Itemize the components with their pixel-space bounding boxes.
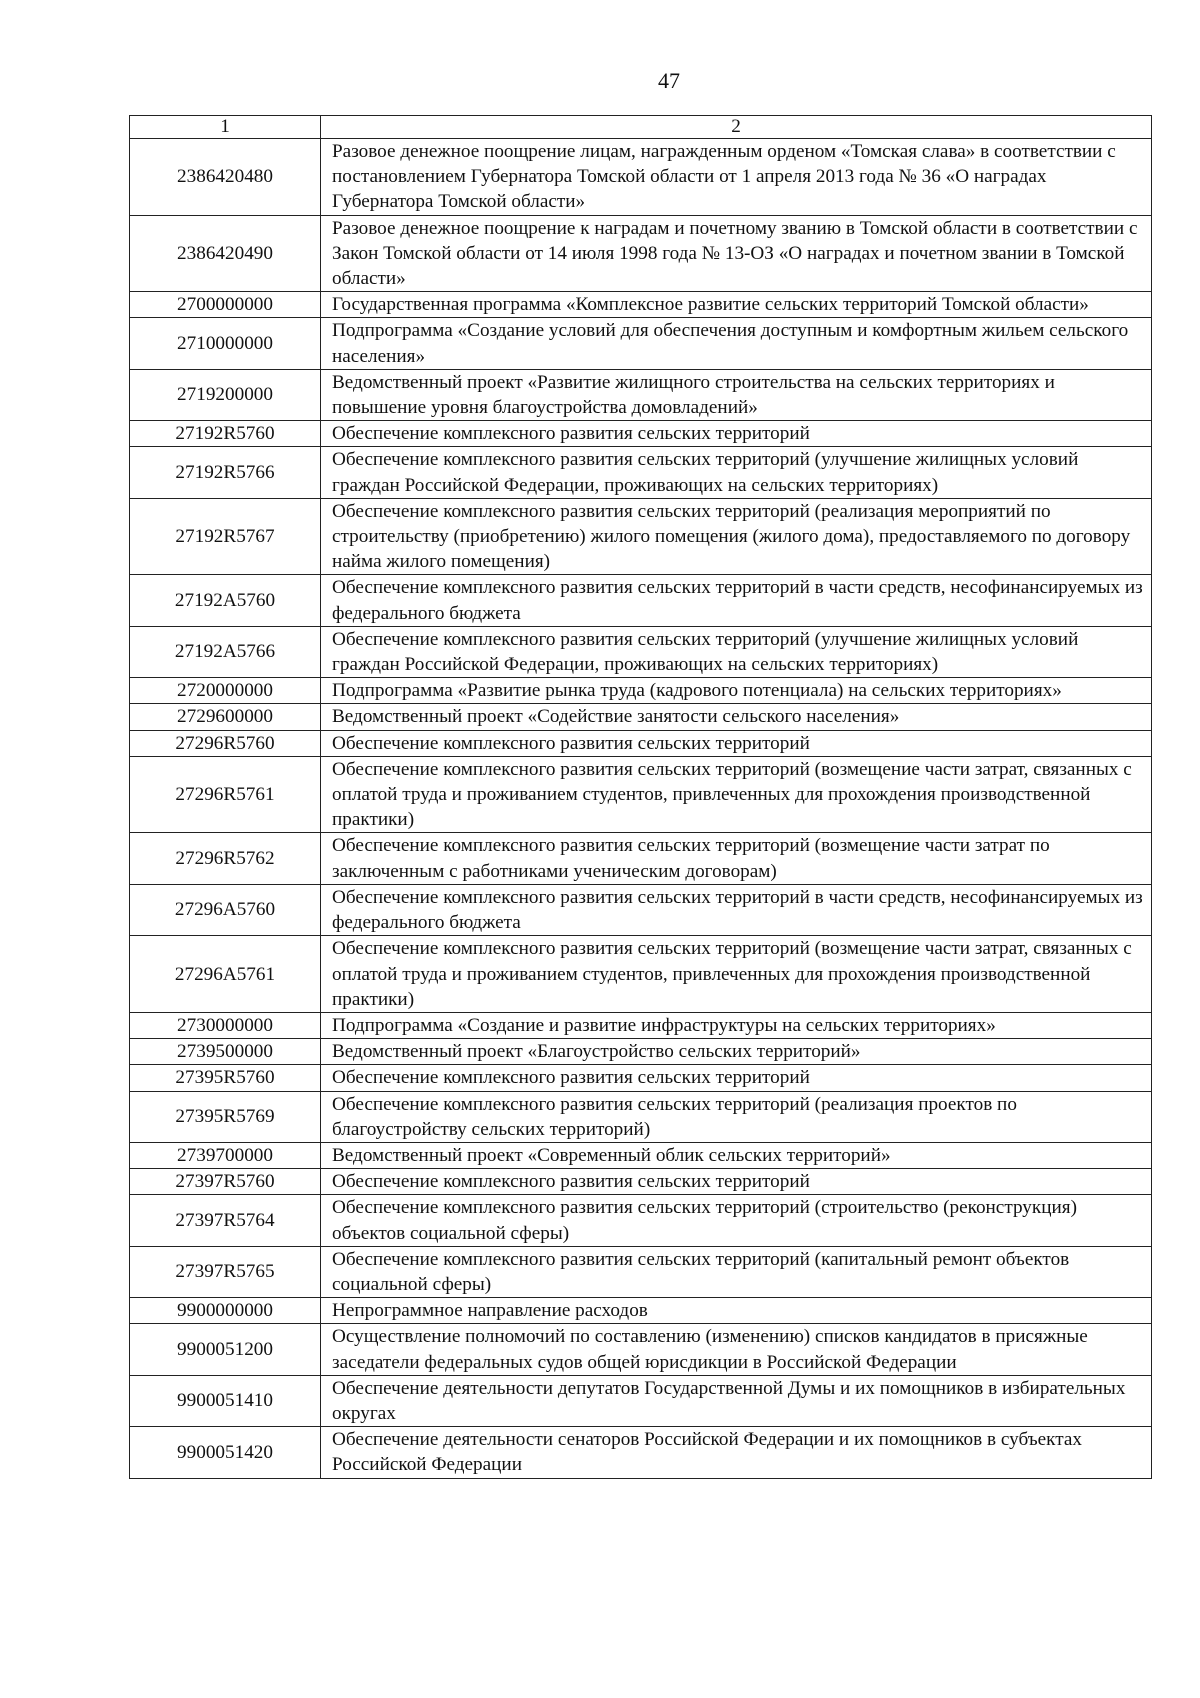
table-row — [130, 139, 1152, 216]
row-description: Обеспечение комплексного развития сельских территорий — [321, 1169, 1152, 1195]
row-description: Государственная программа «Комплексное развитие сельских территорий Томской области» — [321, 292, 1152, 318]
row-description: Обеспечение комплексного развития сельских территорий (реализация проектов по благоустройству сельских территорий) — [321, 1091, 1152, 1142]
row-code: 2729600000 — [130, 704, 321, 730]
table-header-row — [130, 116, 1152, 139]
table-row — [130, 1091, 1152, 1142]
row-description: Подпрограмма «Создание и развитие инфраструктуры на сельских территориях» — [321, 1012, 1152, 1038]
page-number: 47 — [658, 68, 680, 93]
row-code: 27192A5760 — [130, 575, 321, 626]
table-row — [130, 215, 1152, 292]
row-code: 2700000000 — [130, 292, 321, 318]
table-row — [130, 1039, 1152, 1065]
table-row — [130, 1065, 1152, 1091]
row-description: Ведомственный проект «Развитие жилищного строительства на сельских территориях и повышение уровня благоустройства домовладений» — [321, 369, 1152, 420]
row-code: 9900051200 — [130, 1324, 321, 1375]
table-row — [130, 292, 1152, 318]
table-row — [130, 1246, 1152, 1297]
row-description: Обеспечение комплексного развития сельских территорий — [321, 1065, 1152, 1091]
row-description: Обеспечение комплексного развития сельских территорий (возмещение части затрат по заключенным с работниками ученическим договорам) — [321, 833, 1152, 884]
row-description: Разовое денежное поощрение лицам, награжденным орденом «Томская слава» в соответствии с постановлением Губернатора Томской области от 1 апреля 2013 года № 36 «О наградах Губернатора Томской области» — [321, 139, 1152, 216]
table-row — [130, 626, 1152, 677]
table-row — [130, 1427, 1152, 1478]
table-row — [130, 1195, 1152, 1246]
row-description: Ведомственный проект «Содействие занятости сельского населения» — [321, 704, 1152, 730]
row-description: Обеспечение комплексного развития сельских территорий — [321, 421, 1152, 447]
row-description: Обеспечение комплексного развития сельских территорий в части средств, несофинансируемых из федерального бюджета — [321, 884, 1152, 935]
row-code: 27296R5762 — [130, 833, 321, 884]
row-code: 27395R5769 — [130, 1091, 321, 1142]
table-row — [130, 884, 1152, 935]
table-body — [130, 139, 1152, 1479]
row-description: Ведомственный проект «Современный облик сельских территорий» — [321, 1142, 1152, 1168]
row-description: Обеспечение комплексного развития сельских территорий (возмещение части затрат, связанных с оплатой труда и проживанием студентов, привлеченных для прохождения производственной практики) — [321, 756, 1152, 833]
row-description: Обеспечение комплексного развития сельских территорий в части средств, несофинансируемых из федерального бюджета — [321, 575, 1152, 626]
row-description: Обеспечение комплексного развития сельских территорий (улучшение жилищных условий граждан Российской Федерации, проживающих на сельских территориях) — [321, 447, 1152, 498]
table-row — [130, 498, 1152, 575]
row-code: 2730000000 — [130, 1012, 321, 1038]
row-code: 2386420490 — [130, 215, 321, 292]
row-code: 9900051420 — [130, 1427, 321, 1478]
row-description: Непрограммное направление расходов — [321, 1298, 1152, 1324]
budget-classification-table — [129, 115, 1152, 1479]
row-code: 2720000000 — [130, 678, 321, 704]
column-header-description: 2 — [321, 116, 1152, 139]
row-description: Подпрограмма «Развитие рынка труда (кадрового потенциала) на сельских территориях» — [321, 678, 1152, 704]
row-description: Обеспечение комплексного развития сельских территорий (улучшение жилищных условий граждан Российской Федерации, проживающих на сельских территориях) — [321, 626, 1152, 677]
table-row — [130, 318, 1152, 369]
row-description: Обеспечение комплексного развития сельских территорий (реализация мероприятий по строительству (приобретению) жилого помещения (жилого дома), предоставляемого по договору найма жилого помещения) — [321, 498, 1152, 575]
table-row — [130, 1298, 1152, 1324]
row-code: 27192R5767 — [130, 498, 321, 575]
row-description: Обеспечение комплексного развития сельских территорий (строительство (реконструкция) объектов социальной сферы) — [321, 1195, 1152, 1246]
row-code: 27397R5760 — [130, 1169, 321, 1195]
row-description: Обеспечение деятельности сенаторов Российской Федерации и их помощников в субъектах Российской Федерации — [321, 1427, 1152, 1478]
column-header-code: 1 — [130, 116, 321, 139]
table-row — [130, 1375, 1152, 1426]
table-row — [130, 447, 1152, 498]
row-code: 27397R5765 — [130, 1246, 321, 1297]
row-description: Ведомственный проект «Благоустройство сельских территорий» — [321, 1039, 1152, 1065]
table-row — [130, 421, 1152, 447]
row-description: Подпрограмма «Создание условий для обеспечения доступным и комфортным жильем сельского населения» — [321, 318, 1152, 369]
table-row — [130, 1012, 1152, 1038]
row-code: 2710000000 — [130, 318, 321, 369]
row-code: 27296A5760 — [130, 884, 321, 935]
table-row — [130, 1169, 1152, 1195]
table-row — [130, 1324, 1152, 1375]
row-code: 27395R5760 — [130, 1065, 321, 1091]
row-code: 9900051410 — [130, 1375, 321, 1426]
row-code: 27192R5766 — [130, 447, 321, 498]
row-code: 2386420480 — [130, 139, 321, 216]
row-description: Обеспечение деятельности депутатов Государственной Думы и их помощников в избирательных округах — [321, 1375, 1152, 1426]
row-code: 27296R5761 — [130, 756, 321, 833]
row-code: 27397R5764 — [130, 1195, 321, 1246]
table-row — [130, 369, 1152, 420]
row-code: 27296A5761 — [130, 936, 321, 1013]
row-code: 27296R5760 — [130, 730, 321, 756]
row-description: Обеспечение комплексного развития сельских территорий (капитальный ремонт объектов социальной сферы) — [321, 1246, 1152, 1297]
table-row — [130, 936, 1152, 1013]
table-row — [130, 704, 1152, 730]
row-description: Обеспечение комплексного развития сельских территорий (возмещение части затрат, связанных с оплатой труда и проживанием студентов, привлеченных для прохождения производственной практики) — [321, 936, 1152, 1013]
row-code: 27192R5760 — [130, 421, 321, 447]
row-description: Разовое денежное поощрение к наградам и почетному званию в Томской области в соответствии с Закон Томской области от 14 июля 1998 года № 13-ОЗ «О наградах и почетном звании в Томской области» — [321, 215, 1152, 292]
table-row — [130, 678, 1152, 704]
row-code: 2739700000 — [130, 1142, 321, 1168]
table-row — [130, 575, 1152, 626]
row-description: Обеспечение комплексного развития сельских территорий — [321, 730, 1152, 756]
table-row — [130, 1142, 1152, 1168]
row-description: Осуществление полномочий по составлению (изменению) списков кандидатов в присяжные заседатели федеральных судов общей юрисдикции в Российской Федерации — [321, 1324, 1152, 1375]
row-code: 9900000000 — [130, 1298, 321, 1324]
table-row — [130, 833, 1152, 884]
table-row — [130, 756, 1152, 833]
row-code: 27192A5766 — [130, 626, 321, 677]
row-code: 2719200000 — [130, 369, 321, 420]
table-row — [130, 730, 1152, 756]
row-code: 2739500000 — [130, 1039, 321, 1065]
